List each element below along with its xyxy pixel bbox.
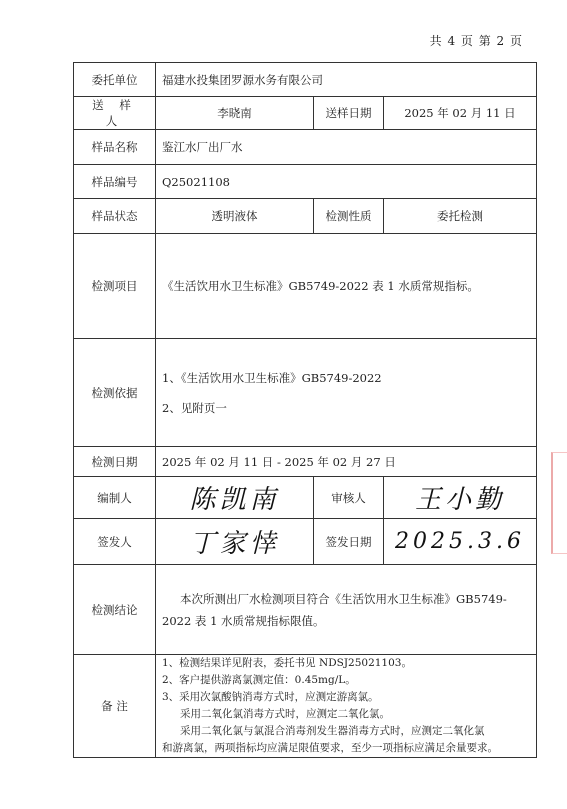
row-compiler: [74, 477, 537, 519]
report-table: [73, 62, 537, 758]
conclusion-value: [156, 565, 537, 655]
sample-state-label: 样品状态: [74, 199, 156, 234]
notes-line-4: 采用二氧化氯消毒方式时，应测定二氧化氯。: [180, 708, 390, 720]
notes-line-3: 3、采用次氯酸钠消毒方式时，应测定游离氯。: [162, 691, 379, 703]
basis-label: 检测依据: [74, 339, 156, 447]
reviewer-signature: 王小勤: [384, 477, 537, 519]
client-value: 福建水投集团罗源水务有限公司: [156, 63, 537, 97]
client-label: 委托单位: [74, 63, 156, 97]
sample-name-label: 样品名称: [74, 130, 156, 165]
row-sample-name: [74, 130, 537, 165]
items-value: 《生活饮用水卫生标准》GB5749-2022 表 1 水质常规指标。: [156, 234, 537, 339]
row-test-date: [74, 447, 537, 477]
sender-value: 李晓南: [156, 97, 314, 130]
notes-line-2: 2、客户提供游离氯测定值：0.45mg/L。: [162, 674, 356, 686]
basis-value: [156, 339, 537, 447]
send-date-label: 送样日期: [314, 97, 384, 130]
basis-line-1: 1、《生活饮用水卫生标准》GB5749-2022: [162, 370, 382, 385]
compiler-signature: 陈凯南: [156, 477, 314, 519]
row-sender: [74, 97, 537, 130]
row-basis: [74, 339, 537, 447]
notes-line-1: 1、检测结果详见附表，委托书见 NDSJ25021103。: [162, 657, 412, 669]
seal-stamp-edge: [551, 452, 567, 554]
issuer-label: 签发人: [74, 519, 156, 565]
notes-line-6: 和游离氯，两项指标均应满足限值要求，至少一项指标应满足余量要求。: [162, 742, 498, 754]
row-test-items: [74, 234, 537, 339]
items-label: 检测项目: [74, 234, 156, 339]
sample-state-value: 透明液体: [156, 199, 314, 234]
test-nature-label: 检测性质: [314, 199, 384, 234]
issue-date-label: 签发日期: [314, 519, 384, 565]
test-date-value: 2025 年 02 月 11 日 - 2025 年 02 月 27 日: [156, 447, 537, 477]
notes-label: 备 注: [74, 655, 156, 758]
row-client: [74, 63, 537, 97]
sample-no-value: Q25021108: [156, 165, 537, 199]
reviewer-label: 审核人: [314, 477, 384, 519]
test-nature-value: 委托检测: [384, 199, 537, 234]
compiler-label: 编制人: [74, 477, 156, 519]
send-date-value: 2025 年 02 月 11 日: [384, 97, 537, 130]
issuer-signature: 丁家悻: [156, 519, 314, 565]
row-notes: [74, 655, 537, 758]
row-sample-no: [74, 165, 537, 199]
row-conclusion: [74, 565, 537, 655]
notes-line-5: 采用二氧化氯与氯混合消毒剂发生器消毒方式时，应测定二氧化氯: [180, 725, 485, 737]
conclusion-text: 本次所测出厂水检测项目符合《生活饮用水卫生标准》GB5749-2022 表 1 水质常规指标限值。: [162, 591, 507, 628]
test-date-label: 检测日期: [74, 447, 156, 477]
row-sample-state: [74, 199, 537, 234]
basis-line-2: 2、见附页一: [162, 400, 227, 415]
sample-no-label: 样品编号: [74, 165, 156, 199]
page-number: 共 4 页 第 2 页: [429, 34, 523, 48]
issue-date-signature: 2025.3.6: [384, 519, 537, 565]
notes-value: [156, 655, 537, 758]
sample-name-value: 鉴江水厂出厂水: [156, 130, 537, 165]
sender-label: 送 样 人: [74, 97, 156, 130]
row-issuer: [74, 519, 537, 565]
conclusion-label: 检测结论: [74, 565, 156, 655]
